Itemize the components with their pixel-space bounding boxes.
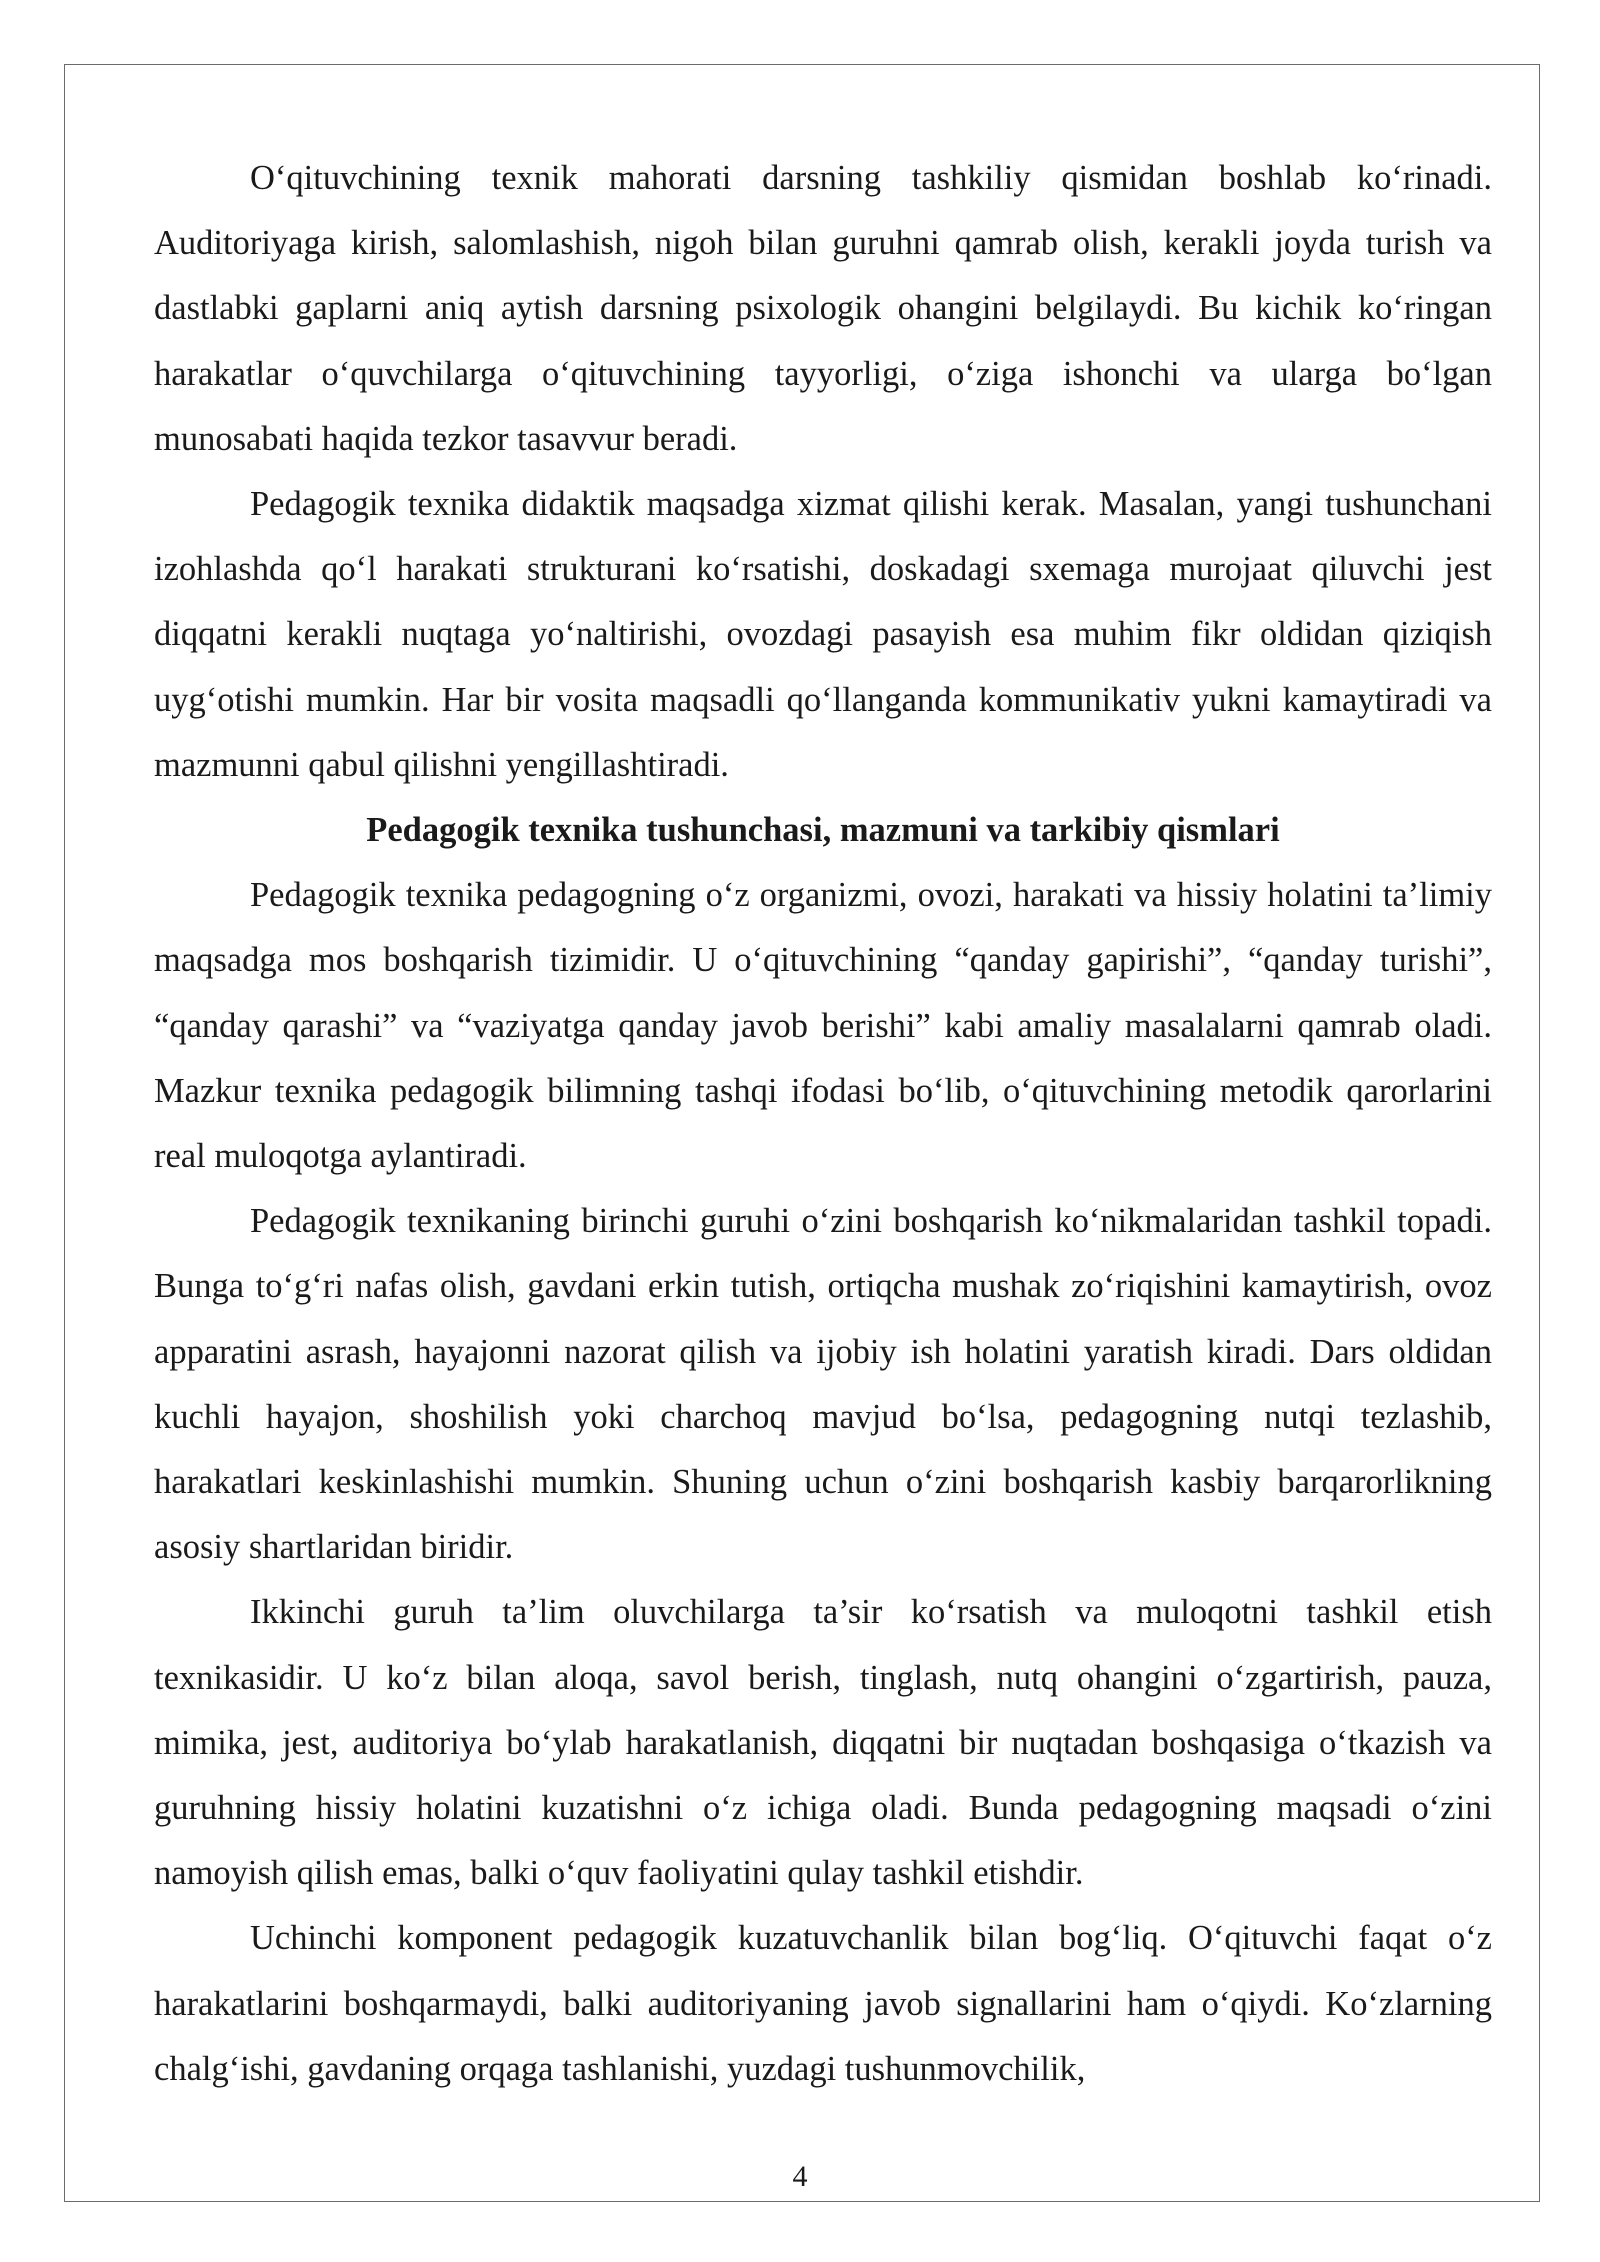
paragraph-3: Pedagogik texnika pedagogning o‘z organizmi, ovozi, harakati va hissiy holatini ta’limiy maqsadga mos boshqarish tizimidir. U o‘qituvchining “qanday gapirishi”, “qanday turishi”, “qanday qarashi” va “vaziyatga qanday javob berishi” kabi amaliy masalalarni qamrab oladi. Mazkur texnika pedagogik bilimning tashqi ifodasi bo‘lib, o‘qituvchining metodik qarorlarini real muloqotga aylantiradi. (154, 876, 1492, 1176)
document-body (154, 146, 1492, 2102)
paragraph-1: O‘qituvchining texnik mahorati darsning tashkiliy qismidan boshlab ko‘rinadi. Auditoriyaga kirish, salomlashish, nigoh bilan guruhni qamrab olish, kerakli joyda turish va dastlabki gaplarni aniq aytish darsning psixologik ohangini belgilaydi. Bu kichik ko‘ringan harakatlar o‘quvchilarga o‘qituvchining tayyorligi, o‘ziga ishonchi va ularga bo‘lgan munosabati haqida tezkor tasavvur beradi. (154, 159, 1492, 458)
paragraph-6: Uchinchi komponent pedagogik kuzatuvchanlik bilan bog‘liq. O‘qituvchi faqat o‘z harakatlarini boshqarmaydi, balki auditoriyaning javob signallarini ham o‘qiydi. Ko‘zlarning chalg‘ishi, gavdaning orqaga tashlanishi, yuzdagi tushunmovchilik, (154, 1919, 1492, 2088)
paragraph-2: Pedagogik texnika didaktik maqsadga xizmat qilishi kerak. Masalan, yangi tushunchani izohlashda qo‘l harakati strukturani ko‘rsatishi, doskadagi sxemaga murojaat qiluvchi jest diqqatni kerakli nuqtaga yo‘naltirishi, ovozdagi pasayish esa muhim fikr oldidan qiziqish uyg‘otishi mumkin. Har bir vosita maqsadli qo‘llanganda kommunikativ yukni kamaytiradi va mazmunni qabul qilishni yengillashtiradi. (154, 485, 1492, 784)
section-heading: Pedagogik texnika tushunchasi, mazmuni va tarkibiy qismlari (366, 811, 1280, 850)
paragraph-5: Ikkinchi guruh ta’lim oluvchilarga ta’sir ko‘rsatish va muloqotni tashkil etish texnikasidir. U ko‘z bilan aloqa, savol berish, tinglash, nutq ohangini o‘zgartirish, pauza, mimika, jest, auditoriya bo‘ylab harakatlanish, diqqatni bir nuqtadan boshqasiga o‘tkazish va guruhning hissiy holatini kuzatishni o‘z ichiga oladi. Bunda pedagogning maqsadi o‘zini namoyish qilish emas, balki o‘quv faoliyatini qulay tashkil etishdir. (154, 1593, 1492, 1893)
page-number: 4 (792, 2160, 808, 2193)
paragraph-4: Pedagogik texnikaning birinchi guruhi o‘zini boshqarish ko‘nikmalaridan tashkil topadi. Bunga to‘g‘ri nafas olish, gavdani erkin tutish, ortiqcha mushak zo‘riqishini kamaytirish, ovoz apparatini asrash, hayajonni nazorat qilish va ijobiy ish holatini yaratish kiradi. Dars oldidan kuchli hayajon, shoshilish yoki charchoq mavjud bo‘lsa, pedagogning nutqi tezlashib, harakatlari keskinlashishi mumkin. Shuning uchun o‘zini boshqarish kasbiy barqarorlikning asosiy shartlaridan biridir. (154, 1202, 1492, 1567)
